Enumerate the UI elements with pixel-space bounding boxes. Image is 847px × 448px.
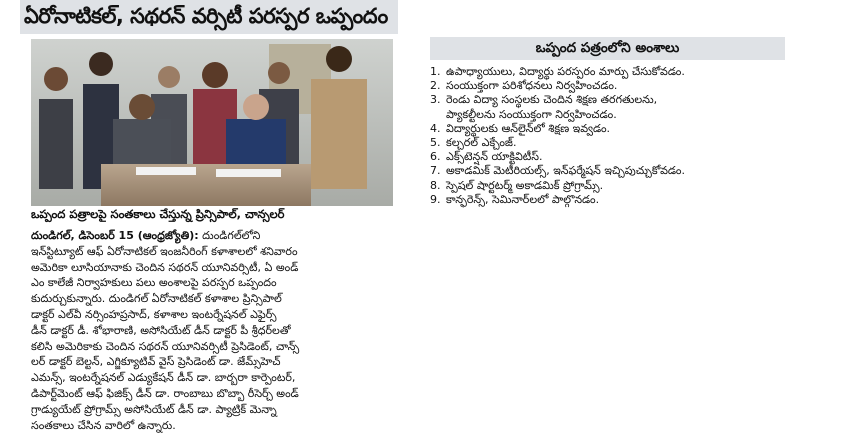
photo-caption: ఒప్పంద పత్రాలపై సంతకాలు చేస్తున్న ప్రిన్సిపాల్, చాన్సలర్ [31,207,285,221]
item-number: 5. [430,136,441,150]
article-line: ఎం కాలేజీ నిర్వాహకులు పలు అంశాలపై పరస్పర ఒప్పందం [31,276,277,290]
signing-ceremony-photo-icon [31,39,393,206]
item-number: 9. [430,192,441,206]
item-number: 4. [430,121,441,135]
item-number: 3. [430,93,441,107]
item-text: కాన్ఫరెన్స్, సెమినార్‌లలో పాల్గొనడం. [446,192,600,206]
signing-photo [31,39,393,206]
article-line: డీన్ డాక్టర్ డీ. శోభారాణి, అసోసియేట్ డీన్ డాక్టర్ పీ శ్రీధర్‌లతో [31,323,291,337]
list-item [430,65,785,79]
item-number: 6. [430,150,441,164]
article-line: లర్ డాక్టర్ బెల్టన్, ఎగ్జిక్యూటివ్ వైస్ ప్రెసిడెంట్ డా. జేమ్స్‌హెచ్ [31,355,281,369]
article-line: అమెరికా లూసియానాకు చెందిన సథరన్ యూనివర్సిటీ, ఏ అండ్ [31,260,299,274]
list-item [430,136,785,150]
list-item [430,122,785,136]
item-text: అకాడమిక్ మెటీరియల్స్, ఇన్‌ఫర్మేషన్ ఇచ్చిపుచ్చుకోవడం. [446,164,685,178]
article-line: సంతకాలు చేసిన వారిలో ఉన్నారు. [31,418,176,432]
list-item [430,93,785,107]
item-text: ప్యాకల్టీలను సంయుక్తంగా నిర్వహించడం. [446,107,617,121]
list-item [430,164,785,178]
item-number: 2. [430,79,441,93]
headline: ఏరోనాటికల్, సథరన్ వర్సిటీ పరస్పర ఒప్పందం [24,4,388,28]
list-item [430,79,785,93]
list-item-continuation [430,108,785,122]
article-body [31,228,393,433]
item-text: ఎక్స్‌టెన్షన్ యాక్టివిటీస్. [446,150,543,164]
dateline: దుండిగల్, డిసెంబర్ 15 (ఆంధ్రజ్యోతి): [31,229,199,242]
item-text: స్పెషల్ షార్టటర్మ్ అకాడమిక్ ప్రోగ్రామ్స్. [446,178,604,192]
article-line: డిపార్ట్‌మెంట్ ఆఫ్ ఫిజిక్స్ డీన్ డా. రాంబాబు బొబ్బా రీసెర్చ్ అండ్ [31,386,299,400]
article-line: కలిసి అమెరికాకు చెందిన సథరన్ యూనివర్సిటీ ప్రెసిడెంట్, చాన్స్ [31,339,300,353]
article-line: ఇన్‌స్టిట్యూట్ ఆఫ్ ఏరోనాటికల్ ఇంజనీరింగ్ కళాశాలలో శనివారం [31,244,298,258]
list-item [430,150,785,164]
points-list [430,65,785,207]
item-text: కల్చరల్ ఎక్చేంజ్. [446,136,517,150]
item-text: సంయుక్తంగా పరిశోధనలు నిర్వహించడం. [446,79,618,93]
article-first-line [31,228,393,244]
list-item [430,179,785,193]
article-line: గ్రాడ్యుయేట్ ప్రోగ్రామ్స్ అసోసియేట్ డీన్ డా. ప్యాట్రిక్ మెన్నా [31,402,277,416]
article-line: ఎమన్స్, ఇంటర్నేషనల్ ఎడ్యుకేషన్ డీన్ డా. బార్బరా కార్పెంటర్, [31,371,296,385]
item-text: రెండు విద్యా సంస్థలకు చెందిన శిక్షణ తరగతులను, [446,93,658,107]
agreement-points-box [430,37,785,207]
item-number: 8. [430,178,441,192]
article-line: కుదుర్చుకున్నారు. దుండిగల్ ఏరోనాటికల్ కళాశాల ప్రిన్సిపాల్ [31,292,282,306]
item-text: విద్యార్థులకు ఆన్‌లైన్‌లో శిక్షణ ఇవ్వడం. [446,121,611,135]
item-text: ఉపాధ్యాయులు, విద్యార్థు పరస్పరం మార్పు చేసుకోవడం. [446,65,685,78]
item-number: 1. [430,65,441,78]
article-line: డాక్టర్ ఎల్‌వీ నర్సింహప్రసాద్, కళాశాల ఇంటర్నేషనల్ ఎఫైర్స్ [31,307,277,321]
list-item [430,193,785,207]
item-number: 7. [430,164,441,178]
box-title: ఒప్పంద పత్రంలోని అంశాలు [430,37,785,60]
article-line-0: దుండిగల్‌లోని [198,229,261,242]
